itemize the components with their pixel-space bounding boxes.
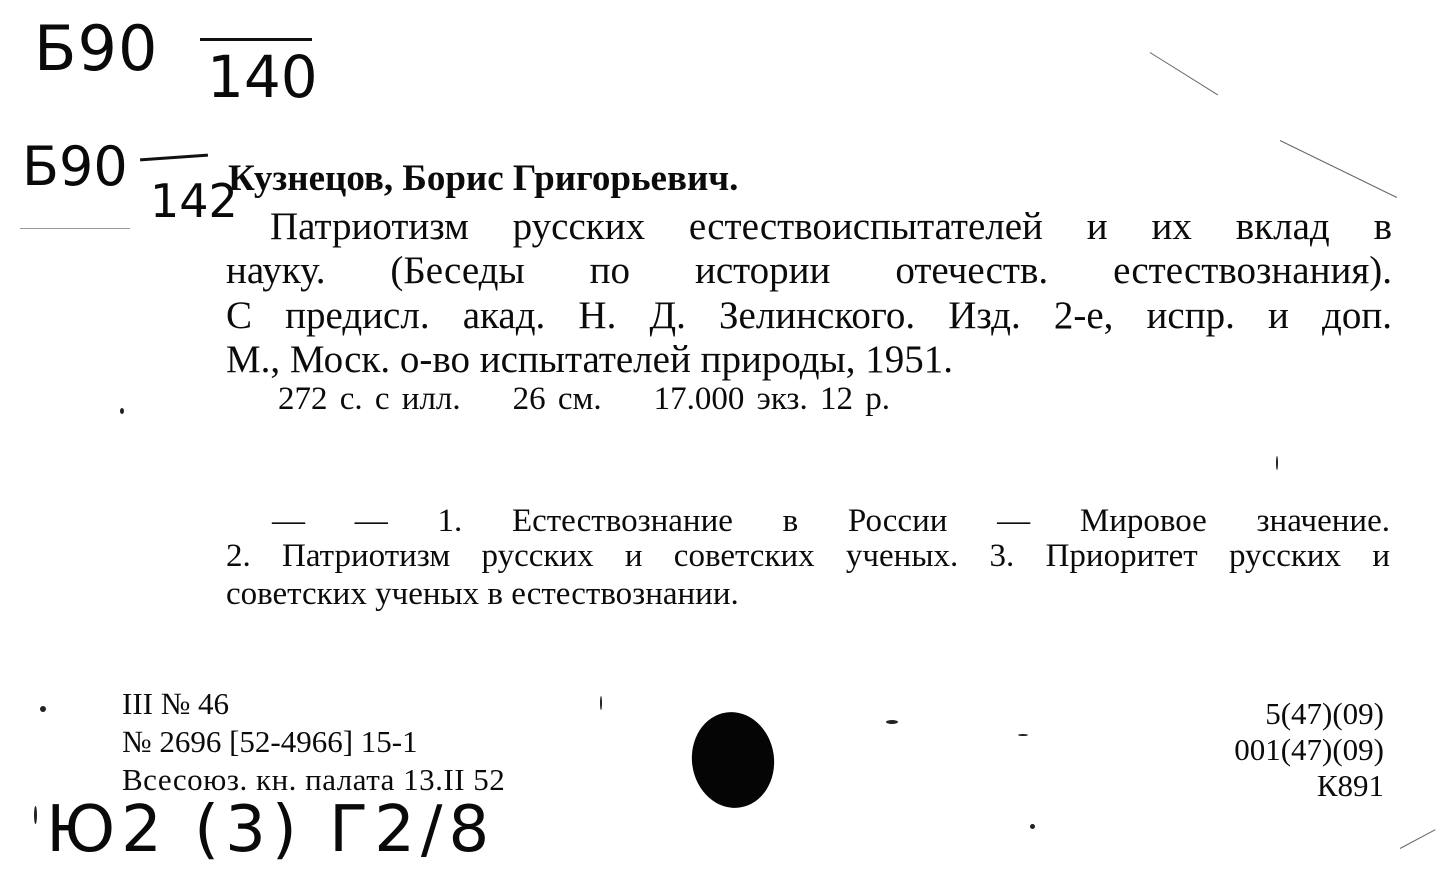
shelf-mark-handwritten: Б90	[34, 12, 159, 85]
fraction-rule	[200, 38, 312, 41]
imprint: М., Моск. о-во испытателей природы, 1951.	[226, 338, 953, 381]
title-line: С предисл. акад. Н. Д. Зелинского. Изд. 2-е, испр. и доп.	[226, 294, 1392, 337]
scan-speck	[1018, 734, 1028, 736]
scan-speck	[34, 806, 37, 824]
publisher-imprint: Всесоюз. кн. палата 13.II 52	[122, 762, 506, 797]
collation-pages: 272 с. с илл.	[278, 381, 461, 417]
scan-streak	[1280, 140, 1397, 198]
shelf-mark-denominator: 140	[207, 43, 318, 111]
punch-hole	[686, 707, 781, 813]
subject-line: 2. Патриотизм русских и советских ученых. 3. Приоритет русских и	[226, 538, 1390, 574]
scan-streak	[20, 228, 130, 229]
collation	[278, 383, 890, 416]
scan-streak	[1400, 829, 1436, 849]
order-number: III № 46	[122, 686, 230, 721]
title-line: науку. (Беседы по истории отечеств. естествознания).	[226, 249, 1392, 292]
subject-line: — — 1. Естествознание в России — Мировое значение.	[272, 503, 1390, 539]
scan-speck	[120, 408, 124, 414]
author-mark: К891	[1316, 768, 1384, 803]
scan-speck	[40, 706, 46, 712]
classification-code: 5(47)(09)	[1265, 696, 1384, 731]
fraction-rule	[140, 154, 208, 162]
shelf-mark-handwritten-secondary: Б90	[22, 135, 128, 198]
scan-speck	[600, 696, 602, 710]
author-heading: Кузнецов, Борис Григорьевич.	[228, 158, 739, 199]
collation-copies-price: 17.000 экз. 12 р.	[653, 381, 890, 417]
subject-line: советских ученых в естествознании.	[226, 576, 739, 612]
scan-speck	[886, 720, 898, 724]
collation-size: 26 см.	[512, 381, 602, 417]
title-line: Патриотизм русских естествоиспытателей и их вклад в	[270, 205, 1392, 248]
card-number: № 2696 [52-4966] 15-1	[122, 724, 418, 759]
scan-speck	[1276, 456, 1278, 470]
shelf-mark-denominator-secondary: 142	[150, 174, 238, 228]
scan-speck	[1030, 824, 1035, 829]
scan-streak	[1150, 52, 1218, 95]
inventory-handwritten: Ю2 (3) Г2/8	[46, 793, 496, 867]
classification-code: 001(47)(09)	[1234, 732, 1384, 767]
